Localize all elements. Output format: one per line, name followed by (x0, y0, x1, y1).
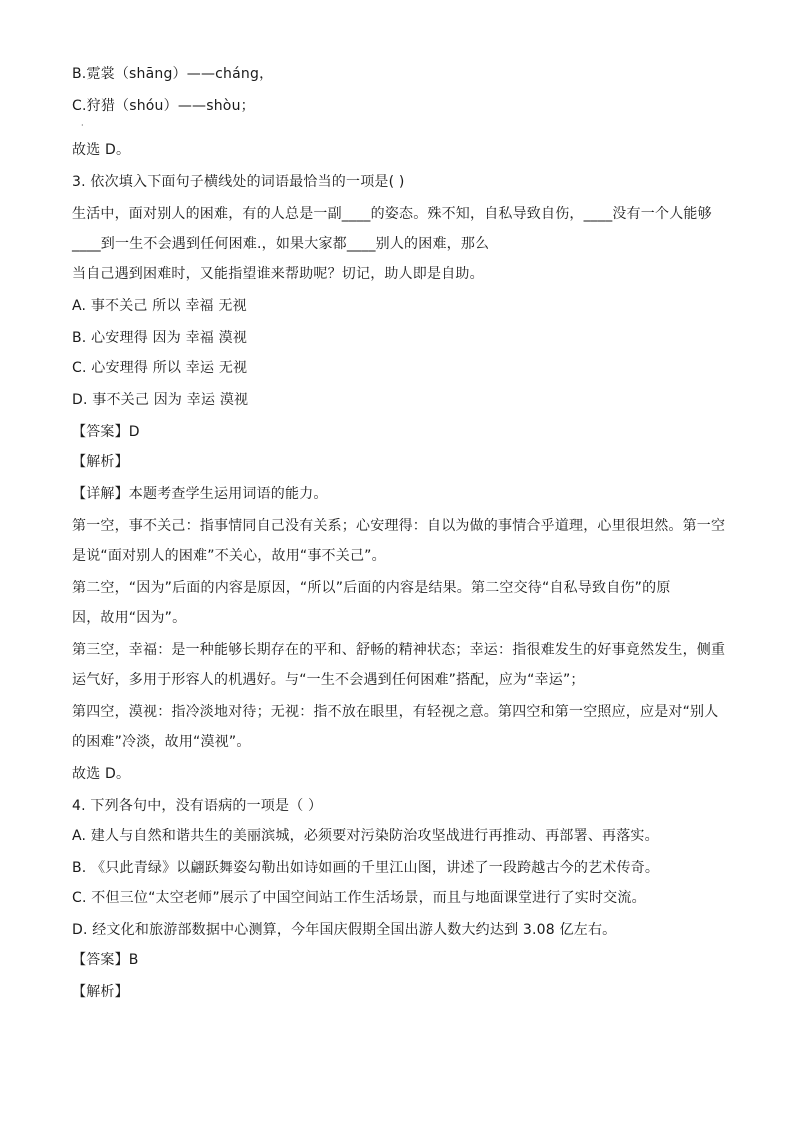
q4-option-c: C. 不但三位“太空老师”展示了中国空间站工作生活场景，而且与地面课堂进行了实时交流。 (72, 890, 646, 906)
q3-passage-line: 当自己遇到困难时，又能指望谁来帮助呢？切记，助人即是自助。 (72, 266, 484, 282)
q3-detail-line: 第一空，事不关己：指事情同自己没有关系；心安理得：自以为做的事情合乎道理，心里很坦然。第一空 (72, 518, 726, 534)
q4-option-d: D. 经文化和旅游部数据中心测算，今年国庆假期全国出游人数大约达到 3.08 亿左右。 (72, 922, 617, 938)
q3-detail-line: 第四空，漠视：指冷淡地对待；无视：指不放在眼里，有轻视之意。第四空和第一空照应，应是对“别人 (72, 704, 719, 720)
q3-detail-line: 是说“面对别人的困难”不关心，故用“事不关己”。 (72, 548, 386, 564)
q3-answer: 【答案】D (72, 424, 140, 440)
q3-detail-line: 运气好，多用于形容人的机遇好。与“一生不会遇到任何困难”搭配，应为“幸运”； (72, 672, 585, 688)
q3-option-d: D. 事不关己 因为 幸运 漠视 (72, 392, 249, 408)
q4-answer: 【答案】B (72, 952, 139, 968)
q3-detail-line: 第二空，“因为”后面的内容是原因，“所以”后面的内容是结果。第二空交待“自私导致自伤”的原 (72, 580, 671, 596)
q3-stem: 3. 依次填入下面句子横线处的词语最恰当的一项是( ) (72, 174, 405, 190)
stray-dot: · (81, 121, 84, 130)
q4-option-a: A. 建人与自然和谐共生的美丽滨城，必须要对污染防治攻坚战进行再推动、再部署、再落实。 (72, 828, 659, 844)
q3-detail-line: 的困难”冷淡，故用“漠视”。 (72, 734, 251, 750)
q3-passage-line: ____到一生不会遇到任何困难.，如果大家都____别人的困难，那么 (72, 236, 490, 252)
q4-analysis-label: 【解析】 (72, 984, 129, 1000)
q3-choice: 故选 D。 (72, 766, 131, 782)
q3-option-b: B. 心安理得 因为 幸福 漠视 (72, 330, 248, 346)
q3-passage-line: 生活中，面对别人的困难，有的人总是一副____的姿态。殊不知，自私导致自伤，____没有一个人能够 (72, 206, 712, 222)
q3-option-a: A. 事不关己 所以 幸福 无视 (72, 298, 247, 314)
q3-analysis-label: 【解析】 (72, 454, 129, 470)
q3-detail-line: 第三空，幸福：是一种能够长期存在的平和、舒畅的精神状态；幸运：指很难发生的好事竟然发生，侧重 (72, 642, 726, 658)
prev-option-c: C.狩猎（shóu）——shòu； (72, 98, 255, 114)
q3-detail-line: 【详解】本题考查学生运用词语的能力。 (72, 486, 328, 502)
q3-option-c: C. 心安理得 所以 幸运 无视 (72, 360, 248, 376)
q3-detail-line: 因，故用“因为”。 (72, 610, 187, 626)
prev-choice: 故选 D。 (72, 142, 131, 158)
q4-stem: 4. 下列各句中，没有语病的一项是（ ） (72, 798, 323, 814)
q4-option-b: B. 《只此青绿》以翩跃舞姿勾勒出如诗如画的千里江山图，讲述了一段跨越古今的艺术传奇。 (72, 860, 660, 876)
prev-option-b: B.霓裳（shāng）——cháng， (72, 66, 274, 82)
